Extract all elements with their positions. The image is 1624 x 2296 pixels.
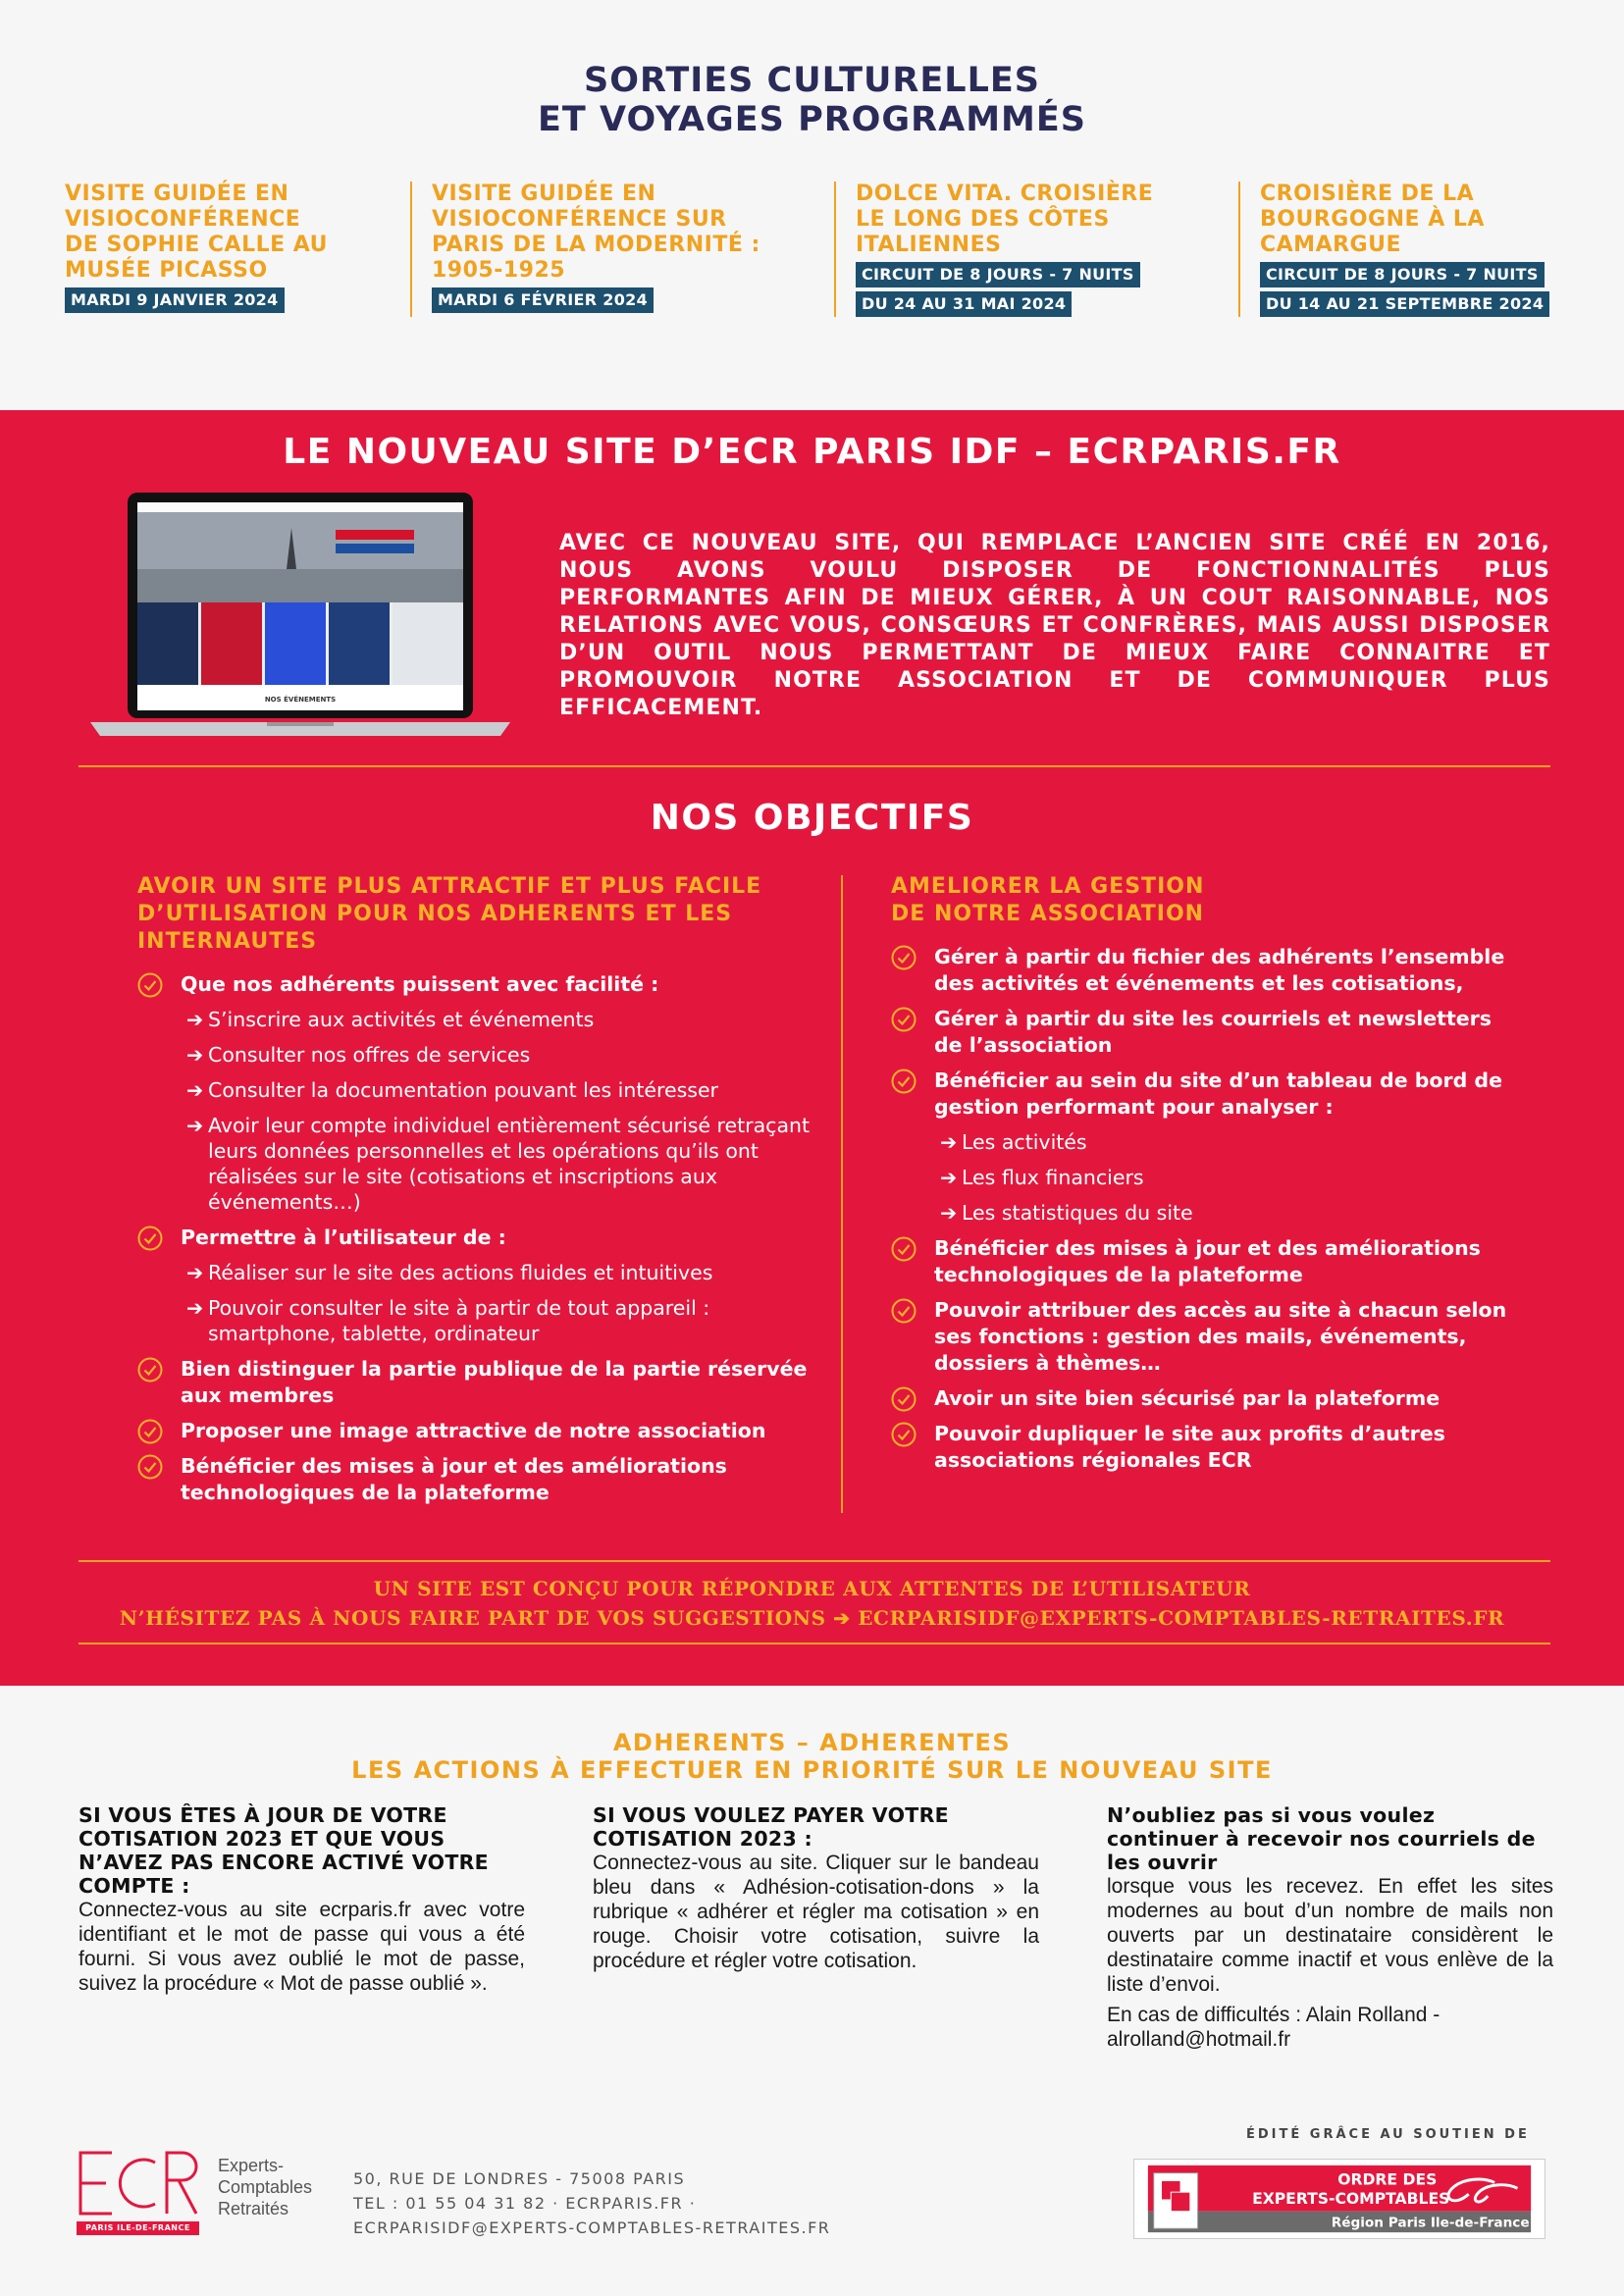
objective-text: Gérer à partir du fichier des adhérents l’ensemble des activités et événements et les cotisations, [934, 945, 1505, 995]
objective-subitem [137, 1295, 844, 1346]
check-circle-icon [137, 1226, 163, 1251]
column-divider [841, 875, 843, 1513]
event-title-line: MUSÉE PICASSO [65, 258, 268, 283]
objective-item [137, 1225, 844, 1251]
objective-text: Avoir un site bien sécurisé par la plateforme [934, 1386, 1441, 1410]
objective-subitem [891, 1200, 1519, 1226]
ordre-line1: ORDRE DES [1337, 2170, 1438, 2189]
adherents-column [1107, 1803, 1553, 2052]
objective-item [137, 1453, 844, 1506]
arrow-right-icon: ➔ [186, 1078, 204, 1102]
adherents-column [593, 1803, 1039, 1973]
subitem-text: Avoir leur compte individuel entièrement sécurisé retraçant leurs données personnelles et les opérations qu’ils ont réalisées sur le site (cotisations et inscriptions aux événements…) [208, 1114, 811, 1214]
objective-item [137, 971, 844, 998]
event-duration-tag: CIRCUIT DE 8 JOURS - 7 NUITS [1260, 262, 1545, 287]
event-card [1260, 182, 1584, 319]
adherents-title-line2: LES ACTIONS À EFFECTUER EN PRIORITÉ SUR LE NOUVEAU SITE [351, 1756, 1273, 1784]
objective-text: Bénéficier des mises à jour et des améliorations technologiques de la plateforme [181, 1454, 727, 1504]
arrow-right-icon: ➔ [186, 1008, 204, 1031]
subitem-text: Consulter nos offres de services [208, 1043, 531, 1067]
objective-item [891, 1235, 1519, 1288]
adherents-column-heading: SI VOUS ÊTES À JOUR DE VOTRE COTISATION 2023 ET QUE VOUS N’AVEZ PAS ENCORE ACTIVÉ VOTRE COMPTE : [79, 1803, 489, 1898]
objective-text: Bénéficier des mises à jour et des améliorations technologiques de la plateforme [934, 1236, 1481, 1286]
ordre-experts-comptables-logo [1133, 2159, 1545, 2239]
check-circle-icon [891, 1298, 917, 1324]
adherents-title-line1: ADHERENTS – ADHERENTES [612, 1729, 1012, 1756]
event-title [1260, 182, 1584, 258]
event-title-line: VISITE GUIDÉE EN [432, 182, 656, 206]
objective-text: Bénéficier au sein du site d’un tableau de bord de gestion performant pour analyser : [934, 1069, 1503, 1119]
subitem-text: Les statistiques du site [962, 1201, 1193, 1225]
footer [0, 2070, 1624, 2296]
right-column-title [891, 873, 1519, 928]
check-circle-icon [891, 1069, 917, 1094]
adherents-contact: En cas de difficultés : Alain Rolland - alrolland@hotmail.fr [1107, 2004, 1441, 2051]
arrow-right-icon: ➔ [940, 1166, 958, 1189]
objective-item [891, 1297, 1519, 1377]
event-date-tag: MARDI 9 JANVIER 2024 [65, 287, 285, 313]
suggestions-message [0, 1574, 1624, 1633]
event-card [432, 182, 785, 319]
suggestions-line2: N’HÉSITEZ PAS À NOUS FAIRE PART DE VOS SUGGESTIONS ➔ ECRPARISIDF@EXPERTS-COMPTABLES-RETRAITES.FR [119, 1606, 1505, 1630]
objective-item [891, 944, 1519, 997]
ordre-region: Région Paris Ile-de-France [1331, 2215, 1530, 2231]
events-row [65, 182, 1576, 319]
objective-text: Proposer une image attractive de notre association [181, 1419, 766, 1442]
new-site-intro: AVEC CE NOUVEAU SITE, QUI REMPLACE L’ANCIEN SITE CRÉÉ EN 2016, NOUS AVONS VOULU DISPOSER DE FONCTIONNALITÉS PLUS PERFORMANTES AFIN DE MIEUX GÉRER, À UN COUT RAISONNABLE, NOS RELATIONS AVEC VOUS, CONSŒURS ET CONFRÈRES, MAIS AUSSI DISPOSER D’UN OUTIL NOUS PERMETTANT DE MIEUX FAIRE CONNAITRE ET PROMOUVOIR NOTRE ASSOCIATION ET DE COMMUNIQUER PLUS EFFICACEMENT. [559, 531, 1550, 720]
ecr-word: Experts- [218, 2156, 285, 2175]
event-card [856, 182, 1189, 319]
right-column-title-line: AMELIORER LA GESTION [891, 874, 1205, 899]
adherents-column-text: Connectez-vous au site. Cliquer sur le bandeau bleu dans « Adhésion-cotisation-dons » la rubrique « adhérer et régler ma cotisation » en rouge. Choisir votre cotisation, suivre la procédure et régler votre cotisation. [593, 1852, 1039, 1972]
adherents-column-heading: SI VOUS VOULEZ PAYER VOTRE COTISATION 2023 : [593, 1803, 949, 1851]
objective-text: Bien distinguer la partie publique de la partie réservée aux membres [181, 1357, 808, 1407]
left-column-title-line: INTERNAUTES [137, 929, 318, 954]
sorties-title-line2: ET VOYAGES PROGRAMMÉS [538, 100, 1086, 139]
email-line: ECRPARISIDF@EXPERTS-COMPTABLES-RETRAITES.FR [353, 2218, 831, 2237]
event-date-tag: DU 24 AU 31 MAI 2024 [856, 291, 1072, 317]
event-title-line: 1905-1925 [432, 258, 566, 283]
ecr-logo-letters [77, 2149, 199, 2218]
right-column-title-line: DE NOTRE ASSOCIATION [891, 902, 1205, 926]
sorties-title [0, 61, 1624, 139]
ordre-line2: EXPERTS-COMPTABLES [1252, 2189, 1450, 2208]
check-circle-icon [137, 972, 163, 998]
event-date-tag: MARDI 6 FÉVRIER 2024 [432, 287, 654, 313]
phone-website-line: TEL : 01 55 04 31 82 · ECRPARIS.FR · [353, 2194, 697, 2213]
objective-item [137, 1356, 844, 1409]
sponsor-label: ÉDITÉ GRÂCE AU SOUTIEN DE [1246, 2127, 1530, 2142]
arrow-right-icon: ➔ [940, 1130, 958, 1154]
ecr-word: Comptables [218, 2177, 313, 2197]
objective-text: Pouvoir attribuer des accès au site à chacun selon ses fonctions : gestion des mails, événements, dossiers à thèmes… [934, 1298, 1507, 1375]
arrow-right-icon: ➔ [186, 1261, 204, 1284]
event-title-line: VISITE GUIDÉE EN [65, 182, 289, 206]
objectifs-right-column [891, 873, 1519, 1483]
adherents-column-text: Connectez-vous au site ecrparis.fr avec votre identifiant et le mot de passe qui vous a été fourni. Si vous avez oublié le mot de passe, suivez la procédure « Mot de passe oublié ». [79, 1899, 525, 1995]
check-circle-icon [891, 1386, 917, 1412]
event-title-line: ITALIENNES [856, 233, 1002, 257]
check-circle-icon [891, 945, 917, 970]
objective-item [891, 1421, 1519, 1474]
ecr-logo [77, 2149, 199, 2243]
arrow-right-icon: ➔ [186, 1114, 204, 1137]
event-title-line: DOLCE VITA. CROISIÈRE [856, 182, 1154, 206]
subitem-text: Consulter la documentation pouvant les intéresser [208, 1078, 718, 1102]
event-title-line: PARIS DE LA MODERNITÉ : [432, 233, 760, 257]
new-site-section [0, 410, 1624, 1686]
adherents-column-text: lorsque vous les recevez. En effet les sites modernes au bout d’un nombre de mails non ouverts par un destinataire considèrent le destinataire comme inactif et vous enlève de la liste d’envoi. [1107, 1875, 1553, 1996]
subitem-text: Les flux financiers [962, 1166, 1144, 1189]
adherents-section [0, 1686, 1624, 2070]
ordre-logo-graphic [1134, 2160, 1545, 2238]
footer-address [353, 2166, 830, 2240]
event-title [65, 182, 359, 284]
adherents-column-heading: N’oubliez pas si vous voulez continuer à recevoir nos courriels de les ouvrir [1107, 1803, 1536, 1874]
objective-item [891, 1068, 1519, 1121]
left-column-title-line: D’UTILISATION POUR NOS ADHERENTS ET LES [137, 902, 733, 926]
event-title-line: CAMARGUE [1260, 233, 1401, 257]
arrow-right-icon: ➔ [186, 1296, 204, 1320]
subitem-text: Les activités [962, 1130, 1087, 1154]
objective-item [137, 1418, 844, 1444]
subitem-text: Réaliser sur le site des actions fluides et intuitives [208, 1261, 713, 1284]
new-site-title: LE NOUVEAU SITE D’ECR PARIS IDF – ECRPARIS.FR [283, 432, 1341, 472]
objective-subitem [891, 1165, 1519, 1190]
check-circle-icon [137, 1357, 163, 1383]
objective-subitem [137, 1042, 844, 1068]
check-circle-icon [137, 1454, 163, 1480]
left-column-title-line: AVOIR UN SITE PLUS ATTRACTIF ET PLUS FACILE [137, 874, 762, 899]
address-line: 50, RUE DE LONDRES - 75008 PARIS [353, 2169, 686, 2188]
laptop-screenshot-image [90, 491, 510, 742]
section-divider [79, 1560, 1550, 1562]
sorties-section [0, 0, 1624, 378]
event-title-line: DE SOPHIE CALLE AU [65, 233, 329, 257]
objective-item [891, 1385, 1519, 1412]
check-circle-icon [891, 1007, 917, 1032]
check-circle-icon [137, 1419, 163, 1444]
ecr-logo-words [218, 2155, 312, 2219]
objective-subitem [137, 1077, 844, 1103]
event-title-line: BOURGOGNE À LA [1260, 207, 1485, 232]
suggestions-line1: UN SITE EST CONÇU POUR RÉPONDRE AUX ATTENTES DE L’UTILISATEUR [373, 1577, 1251, 1600]
sorties-title-line1: SORTIES CULTURELLES [583, 61, 1041, 100]
event-duration-tag: CIRCUIT DE 8 JOURS - 7 NUITS [856, 262, 1140, 287]
event-card [65, 182, 359, 319]
subitem-text: S’inscrire aux activités et événements [208, 1008, 595, 1031]
section-divider [79, 765, 1550, 767]
section-divider [79, 1643, 1550, 1644]
adherents-column [79, 1803, 525, 1996]
left-column-title [137, 873, 844, 956]
objective-subitem [137, 1007, 844, 1032]
objective-text: Permettre à l’utilisateur de : [181, 1226, 506, 1249]
arrow-right-icon: ➔ [186, 1043, 204, 1067]
event-title [856, 182, 1189, 258]
subitem-text: Pouvoir consulter le site à partir de tout appareil : smartphone, tablette, ordinateur [208, 1296, 710, 1345]
objective-text: Pouvoir dupliquer le site aux profits d’autres associations régionales ECR [934, 1422, 1445, 1472]
objective-item [891, 1006, 1519, 1059]
ecr-word: Retraités [218, 2199, 289, 2218]
adherents-title [0, 1729, 1624, 1784]
event-title-line: VISIOCONFÉRENCE [65, 207, 301, 232]
objective-text: Gérer à partir du site les courriels et newsletters de l’association [934, 1007, 1492, 1057]
event-title-line: VISIOCONFÉRENCE SUR [432, 207, 727, 232]
check-circle-icon [891, 1236, 917, 1262]
check-circle-icon [891, 1422, 917, 1447]
objectifs-left-column [137, 873, 844, 1515]
objective-subitem [137, 1113, 844, 1215]
laptop-caption: NOS ÉVÉNEMENTS [264, 696, 337, 704]
event-title-line: CROISIÈRE DE LA [1260, 182, 1475, 206]
objective-text: Que nos adhérents puissent avec facilité : [181, 972, 659, 996]
event-date-tag: DU 14 AU 21 SEPTEMBRE 2024 [1260, 291, 1549, 317]
objectifs-title: NOS OBJECTIFS [650, 798, 974, 838]
objective-subitem [891, 1129, 1519, 1155]
event-title [432, 182, 785, 284]
arrow-right-icon: ➔ [940, 1201, 958, 1225]
ecr-logo-band: PARIS ILE-DE-FRANCE [77, 2221, 199, 2235]
objective-subitem [137, 1260, 844, 1285]
event-title-line: LE LONG DES CÔTES [856, 207, 1110, 232]
